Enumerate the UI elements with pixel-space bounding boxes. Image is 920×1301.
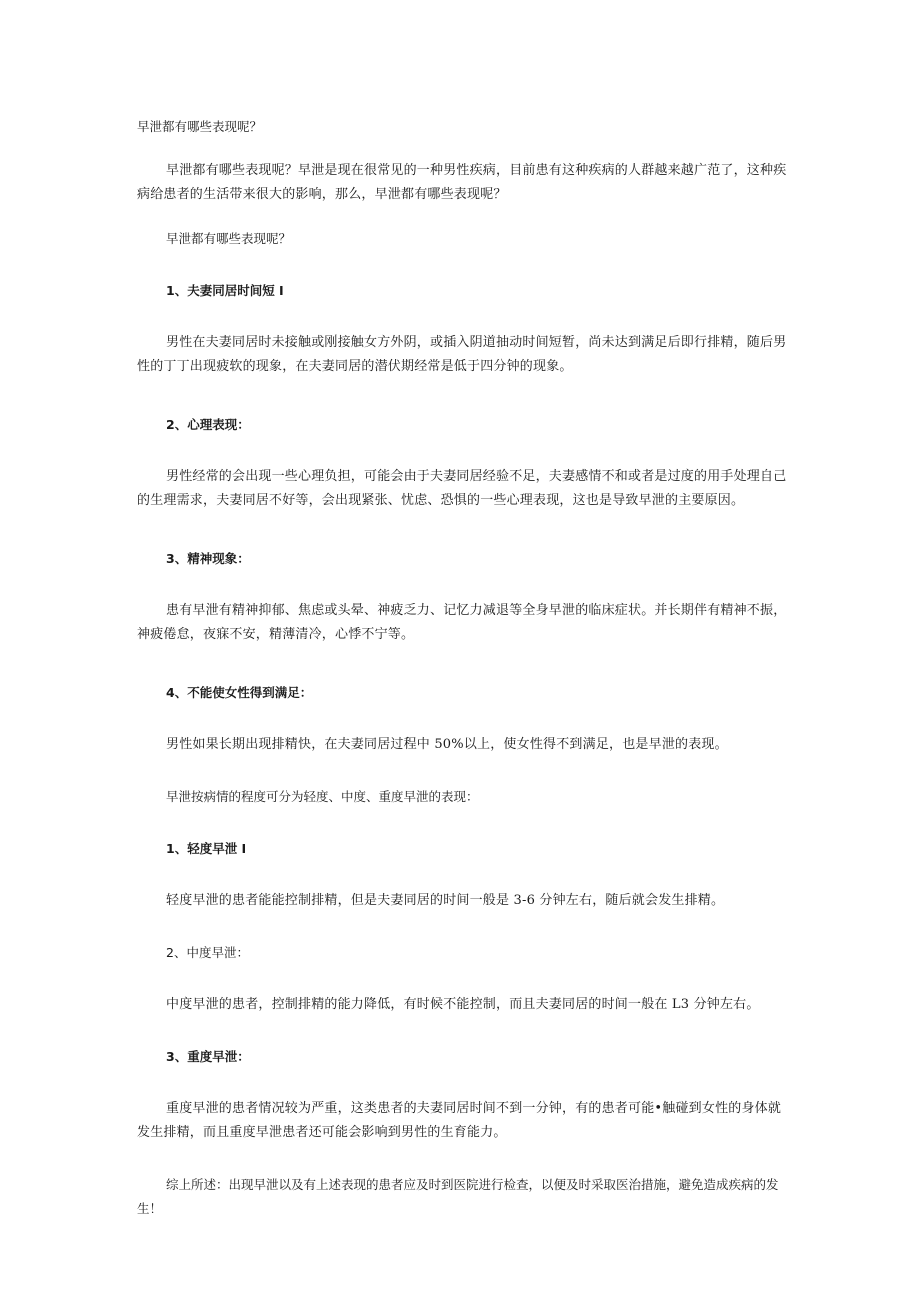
symptom-body-2: 男性经常的会出现一些心理负担，可能会由于夫妻同居经验不足，夫妻感情不和或者是过度的用手处理自己的生理需求，夫妻同居不好等，会出现紧张、忧虑、恐惧的一些心理表现，这也是导致早泄的主要原因。 [137,469,787,508]
section-heading: 早泄都有哪些表现呢？ [166,231,292,246]
severity-heading: 早泄按病情的程度可分为轻度、中度、重度早泄的表现： [166,789,479,804]
symptom-body-4: 男性如果长期出现排精快，在夫妻同居过程中 50%以上，使女性得不到满足，也是早泄的表现。 [166,737,728,752]
conclusion-paragraph: 综上所述：出现早泄以及有上述表现的患者应及时到医院进行检查，以便及时采取医治措施，避免造成疾病的发生！ [137,1177,779,1216]
symptom-heading-2: 2、心理表现： [166,417,250,432]
document-title: 早泄都有哪些表现呢？ [137,119,263,134]
severity-body-1: 轻度早泄的患者能能控制排精，但是夫妻同居的时间一般是 3-6 分钟左右，随后就会发生排精。 [166,893,725,908]
severity-body-2: 中度早泄的患者，控制排精的能力降低，有时候不能控制，而且夫妻同居的时间一般在 L3 分钟左右。 [166,997,760,1012]
symptom-body-1: 男性在夫妻同居时未接触或刚接触女方外阴，或插入阴道抽动时间短暂，尚未达到满足后即行排精，随后男性的丁丁出现疲软的现象，在夫妻同居的潜伏期经常是低于四分钟的现象。 [137,335,787,374]
symptom-heading-1: 1、夫妻同居时间短 I [166,283,284,298]
severity-body-3: 重度早泄的患者情况较为严重，这类患者的夫妻同居时间不到一分钟，有的患者可能•触碰到女性的身体就发生排精，而且重度早泄患者还可能会影响到男性的生育能力。 [137,1101,782,1140]
severity-heading-1: 1、轻度早泄 I [166,841,247,856]
symptom-heading-3: 3、精神现象： [166,551,250,566]
severity-heading-2: 2、中度早泄： [166,945,249,960]
document-page [137,115,787,1221]
severity-heading-3: 3、重度早泄： [166,1049,250,1064]
intro-paragraph: 早泄都有哪些表现呢？早泄是现在很常见的一种男性疾病，目前患有这种疾病的人群越来越广范了，这种疾病给患者的生活带来很大的影响，那么，早泄都有哪些表现呢？ [137,163,787,202]
symptom-heading-4: 4、不能使女性得到满足： [166,685,313,700]
symptom-body-3: 患有早泄有精神抑郁、焦虑或头晕、神疲乏力、记忆力减退等全身早泄的临床症状。并长期伴有精神不振，神疲倦怠，夜寐不安，精薄清冷，心悸不宁等。 [137,603,787,642]
